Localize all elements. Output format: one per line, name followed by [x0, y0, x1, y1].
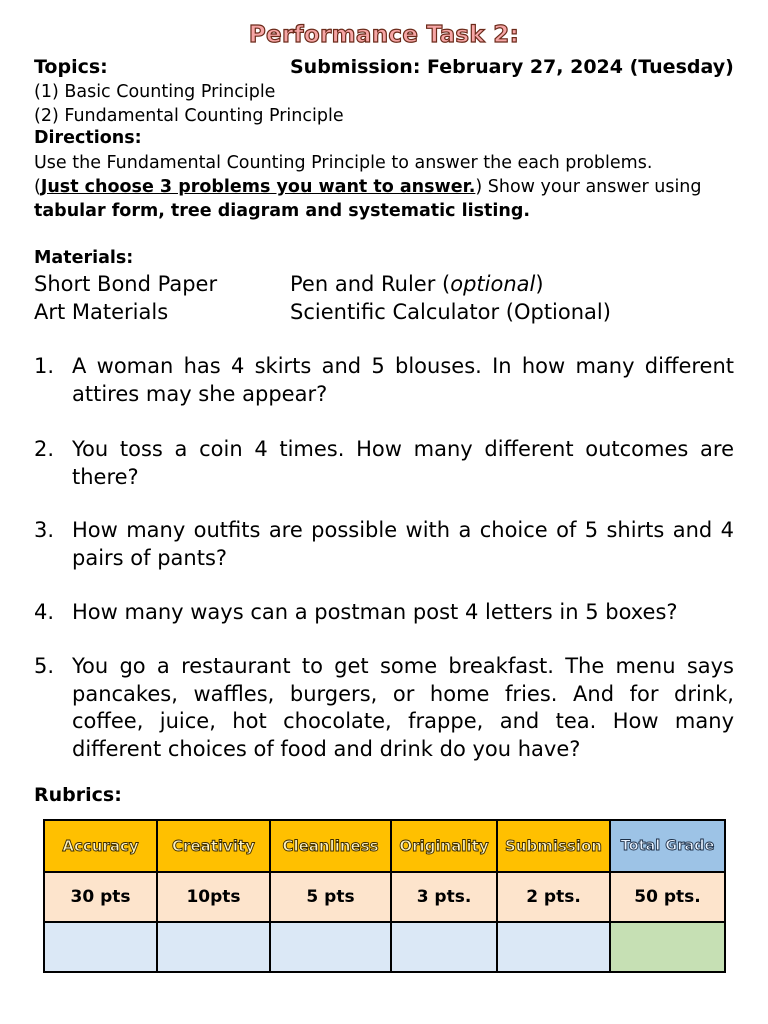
- score-cell[interactable]: [44, 922, 157, 972]
- directions-emphasis: Just choose 3 problems you want to answer.: [40, 177, 476, 197]
- rubrics-header-row: [44, 820, 725, 872]
- directions-heading: Directions:: [34, 128, 142, 148]
- rubric-header: Cleanliness: [270, 820, 391, 872]
- material-item: Art Materials: [34, 300, 169, 324]
- rubric-header: Creativity: [157, 820, 270, 872]
- problem-number: 1.: [34, 354, 55, 378]
- submission-date: Submission: February 27, 2024 (Tuesday): [290, 56, 734, 78]
- page-title: Performance Task 2:: [248, 22, 520, 48]
- directions-open-paren: (: [34, 177, 41, 197]
- problem-item: [34, 653, 734, 763]
- material-text: Pen and Ruler (: [290, 272, 451, 296]
- rubric-points: 2 pts.: [497, 872, 610, 922]
- rubric-header-total: Total Grade: [610, 820, 725, 872]
- problem-item: [34, 436, 734, 491]
- rubric-header: Submission: [497, 820, 610, 872]
- score-cell[interactable]: [157, 922, 270, 972]
- rubric-points: 5 pts: [270, 872, 391, 922]
- rubric-points-total: 50 pts.: [610, 872, 725, 922]
- topic-item: (1) Basic Counting Principle: [34, 82, 276, 102]
- problem-text: A woman has 4 skirts and 5 blouses. In how many different attires may she appear?: [72, 354, 734, 406]
- rubrics-heading: Rubrics:: [34, 784, 122, 806]
- rubrics-points-row: [44, 872, 725, 922]
- problem-text: You toss a coin 4 times. How many different outcomes are there?: [72, 437, 734, 489]
- problem-item: [34, 353, 734, 408]
- topics-row: [34, 56, 734, 78]
- material-item: Scientific Calculator (Optional): [290, 300, 611, 324]
- topics-label: Topics:: [34, 56, 108, 78]
- directions-bold-tail: tabular form, tree diagram and systematic listing.: [34, 201, 531, 221]
- rubrics-table: [43, 819, 726, 973]
- rubric-points: 10pts: [157, 872, 270, 922]
- score-cell-total[interactable]: [610, 922, 725, 972]
- problem-text: How many ways can a postman post 4 letters in 5 boxes?: [72, 600, 678, 624]
- rubric-points: 3 pts.: [391, 872, 497, 922]
- rubric-points: 30 pts: [44, 872, 157, 922]
- directions-line1: Use the Fundamental Counting Principle to answer the each problems.: [34, 153, 653, 173]
- directions-text: [34, 151, 734, 223]
- topic-item: (2) Fundamental Counting Principle: [34, 106, 344, 126]
- problem-number: 4.: [34, 600, 55, 624]
- problem-item: [34, 599, 734, 627]
- rubric-header: Originality: [391, 820, 497, 872]
- material-text: ): [535, 272, 544, 296]
- materials-heading: Materials:: [34, 248, 134, 268]
- rubrics-score-row: [44, 922, 725, 972]
- material-item: Short Bond Paper: [34, 272, 218, 296]
- problem-item: [34, 517, 734, 572]
- problem-number: 2.: [34, 437, 55, 461]
- material-item: [290, 272, 544, 296]
- material-italic: optional: [450, 272, 536, 296]
- score-cell[interactable]: [391, 922, 497, 972]
- problem-number: 5.: [34, 654, 55, 678]
- score-cell[interactable]: [497, 922, 610, 972]
- problem-number: 3.: [34, 518, 55, 542]
- directions-after: ) Show your answer using: [475, 177, 702, 197]
- problem-text: How many outfits are possible with a choice of 5 shirts and 4 pairs of pants?: [72, 518, 734, 570]
- problem-text: You go a restaurant to get some breakfast. The menu says pancakes, waffles, burgers, or home fries. And for drink, coffee, juice, hot chocolate, frappe, and tea. How many different choices of food and drink do you have?: [72, 654, 734, 761]
- rubric-header: Accuracy: [44, 820, 157, 872]
- score-cell[interactable]: [270, 922, 391, 972]
